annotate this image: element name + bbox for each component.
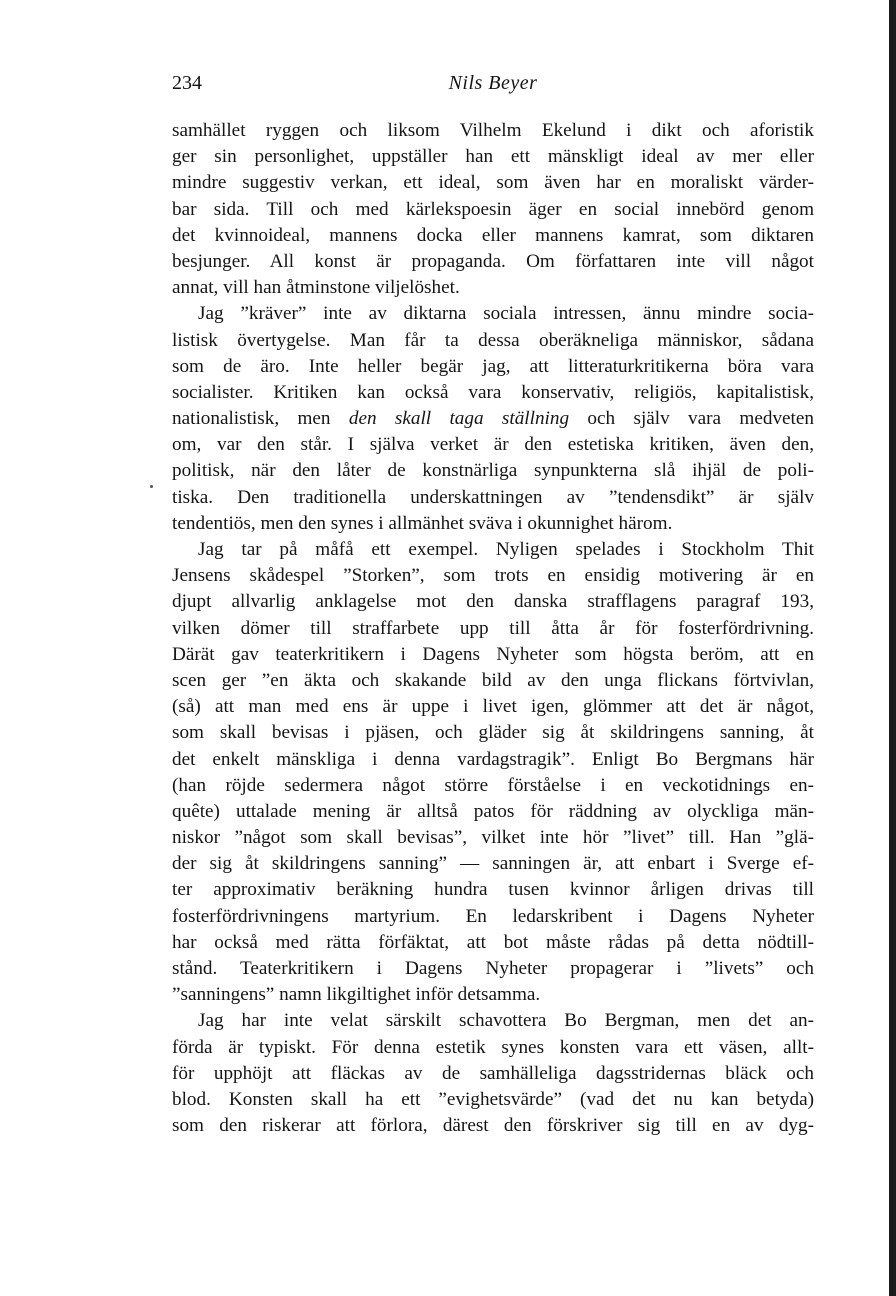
- text-line: Jensens skådespel ”Storken”, som trots en ensidig motivering är en: [172, 565, 814, 587]
- text-segment: nationalistisk, men: [172, 408, 349, 430]
- text-line: socialister. Kritiken kan också vara konservativ, religiös, kapitalistisk,: [172, 381, 814, 403]
- text-segment: och själv vara medveten: [569, 408, 814, 430]
- text-line: bar sida. Till och med kärlekspoesin äger en social innebörd genom: [172, 198, 814, 220]
- text-line: (så) att man med ens är uppe i livet igen, glömmer att det är något,: [172, 696, 814, 718]
- paragraph-2: [172, 301, 814, 537]
- text-line: för upphöjt att fläckas av de samhälleliga dagsstridernas bläck och: [172, 1062, 814, 1084]
- text-line: fosterfördrivningens martyrium. En ledarskribent i Dagens Nyheter: [172, 905, 814, 927]
- text-line: blod. Konsten skall ha ett ”evighetsvärde” (vad det nu kan betyda): [172, 1088, 814, 1110]
- text-line: det enkelt mänskliga i denna vardagstragik”. Enligt Bo Bergmans här: [172, 748, 814, 770]
- text-line: tiska. Den traditionella underskattningen av ”tendensdikt” är själv: [172, 486, 814, 508]
- text-line: djupt allvarlig anklagelse mot den danska strafflagens paragraf 193,: [172, 591, 814, 613]
- text-line-with-emphasis: [172, 406, 814, 432]
- text-line: besjunger. All konst är propaganda. Om författaren inte vill något: [172, 250, 814, 272]
- text-line: quête) uttalade mening är alltså patos för räddning av olyckliga män-: [172, 800, 814, 822]
- page-header: [172, 72, 814, 102]
- text-line: ter approximativ beräkning hundra tusen kvinnor årligen drivas till: [172, 879, 814, 901]
- text-line: som de äro. Inte heller begär jag, att litteraturkritikerna böra vara: [172, 355, 814, 377]
- text-line: niskor ”något som skall bevisas”, vilket inte hör ”livet” till. Han ”glä-: [172, 827, 814, 849]
- text-line: som den riskerar att förlora, därest den förskriver sig till en av dyg-: [172, 1115, 814, 1137]
- text-line: tendentiös, men den synes i allmänhet sväva i okunnighet härom.: [172, 512, 673, 534]
- text-line: förda är typiskt. För denna estetik synes konsten vara ett väsen, allt-: [172, 1036, 814, 1058]
- emphasis-text: den skall taga ställning: [348, 408, 570, 430]
- text-line: (han röjde sedermera något större förståelse i en veckotidnings en-: [172, 774, 814, 796]
- text-line: mindre suggestiv verkan, ett ideal, som även har en moraliskt värder-: [172, 172, 814, 194]
- text-line: vilken dömer till straffarbete upp till åtta år för fosterfördrivning.: [172, 617, 814, 639]
- text-line: om, var den står. I själva verket är den estetiska kritiken, även den,: [172, 434, 814, 456]
- text-line: listisk övertygelse. Man får ta dessa oberäkneliga människor, sådana: [172, 329, 814, 351]
- text-line: politisk, när den låter de konstnärliga synpunkterna slå ihjäl de poli-: [172, 460, 814, 482]
- running-head: Nils Beyer: [448, 72, 538, 94]
- text-line: som skall bevisas i pjäsen, och gläder sig åt skildringens sanning, åt: [172, 722, 814, 744]
- text-line: Jag ”kräver” inte av diktarna sociala intressen, ännu mindre socia-: [198, 303, 814, 325]
- margin-mark: [150, 485, 153, 488]
- text-line: det kvinnoideal, mannens docka eller mannens kamrat, som diktaren: [172, 224, 814, 246]
- text-line: ”sanningens” namn likgiltighet inför detsamma.: [172, 984, 541, 1006]
- text-line: Jag tar på måfå ett exempel. Nyligen spelades i Stockholm Thit: [198, 539, 814, 560]
- text-line: scen ger ”en äkta och skakande bild av den unga flickans förtvivlan,: [172, 669, 814, 691]
- text-line: samhället ryggen och liksom Vilhelm Ekelund i dikt och aforistik: [172, 120, 814, 141]
- text-line: Därät gav teaterkritikern i Dagens Nyheter som högsta beröm, att en: [172, 643, 814, 665]
- text-line: ger sin personlighet, uppställer han ett mänskligt ideal av mer eller: [172, 146, 814, 168]
- text-line: har också med rätta förfäktat, att bot måste rådas på detta nödtill-: [172, 931, 814, 953]
- paragraph-4: [172, 1008, 814, 1139]
- text-line: annat, vill han åtminstone viljelöshet.: [172, 277, 460, 299]
- text-line: Jag har inte velat särskilt schavottera Bo Bergman, men det an-: [198, 1010, 814, 1032]
- text-line: stånd. Teaterkritikern i Dagens Nyheter propagerar i ”livets” och: [172, 958, 814, 979]
- body-text: [172, 118, 814, 1139]
- paragraph-1: [172, 118, 814, 301]
- page-number: 234: [172, 72, 202, 94]
- scan-edge: [889, 0, 896, 1296]
- paragraph-3: [172, 537, 814, 1008]
- text-line: der sig åt skildringens sanning” — sanningen är, att enbart i Sverge ef-: [172, 853, 814, 875]
